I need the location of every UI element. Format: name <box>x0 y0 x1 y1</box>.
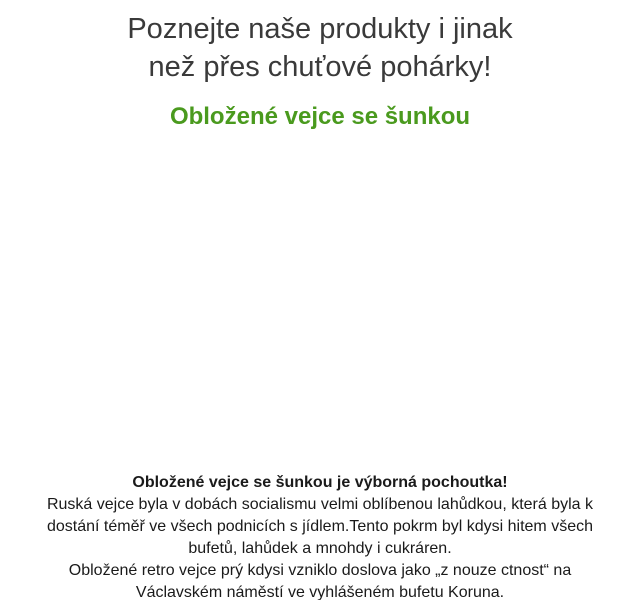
headline-line-1: Poznejte naše produkty i jinak <box>127 13 513 45</box>
description-paragraph-1: Ruská vejce byla v dobách socialismu velmi oblíbenou lahůdkou, která byla k dostání téměř ve všech podnicích s jídlem.Tento pokrm byl kdysi hitem všech bufetů, lahůdek a mnohdy i cukráren. <box>46 496 594 557</box>
page-headline <box>0 10 640 86</box>
description-lead: Obložené vejce se šunkou je výborná pochoutka! <box>132 474 508 491</box>
headline-line-2: než přes chuťové pohárky! <box>148 51 492 83</box>
description-paragraph-2: Obložené retro vejce prý kdysi vzniklo doslova jako „z nouze ctnost“ na Václavském náměstí ve vyhlášeném bufetu Koruna. <box>68 562 572 600</box>
product-title: Obložené vejce se šunkou <box>169 103 471 130</box>
product-description <box>40 472 600 600</box>
product-media-placeholder <box>40 140 600 460</box>
